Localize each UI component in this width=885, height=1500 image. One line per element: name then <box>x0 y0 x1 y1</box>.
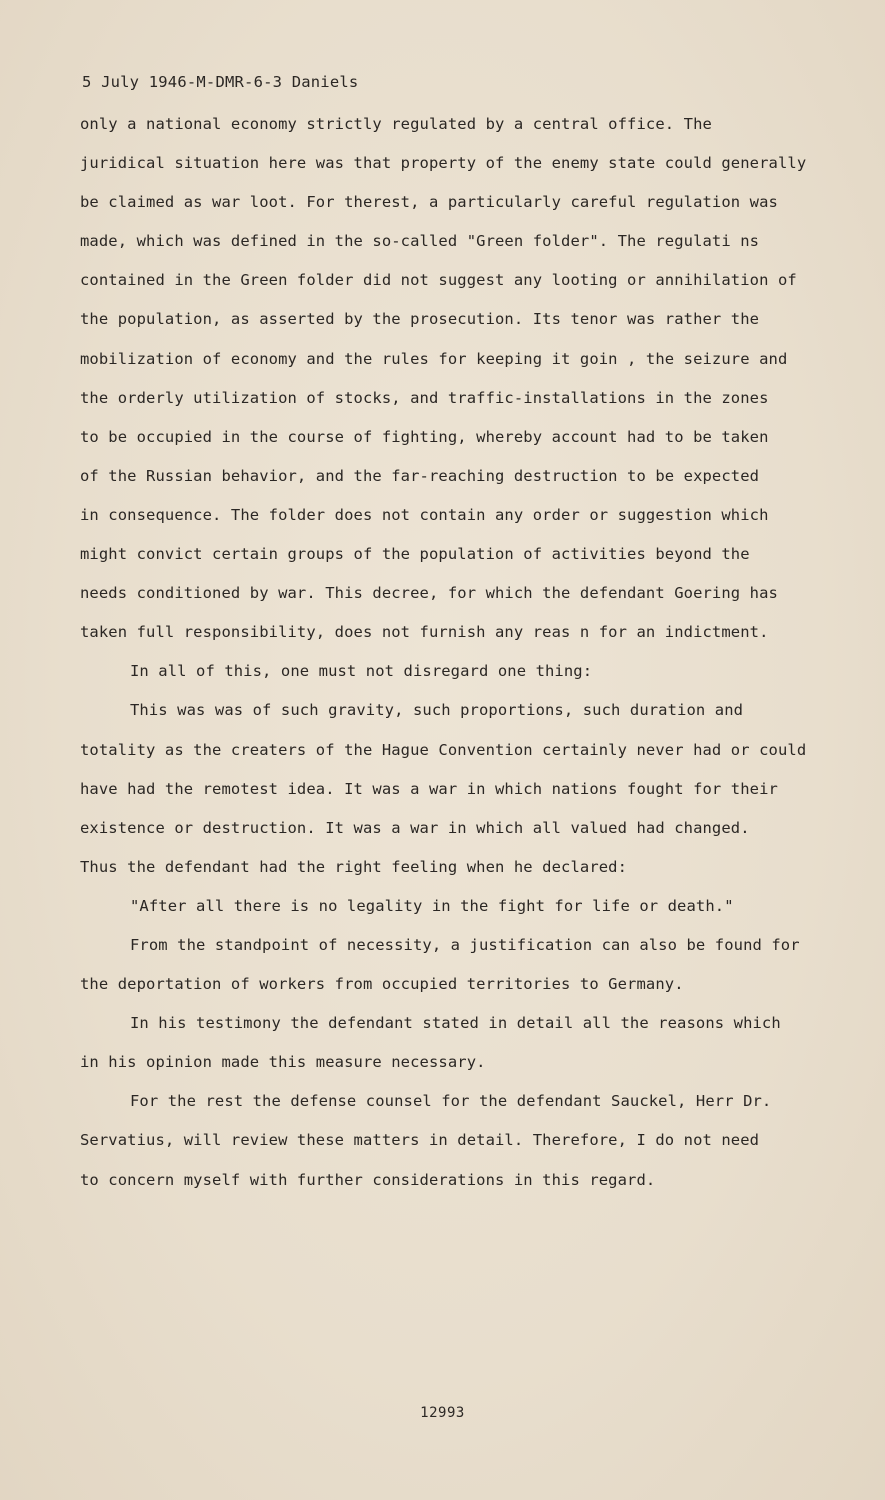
text-line: to concern myself with further considerations in this regard. <box>80 1170 656 1189</box>
text-line: contained in the Green folder did not suggest any looting or annihilation of <box>80 271 797 290</box>
text-line: the deportation of workers from occupied territories to Germany. <box>80 975 684 994</box>
text-line: From the standpoint of necessity, a justification can also be found for <box>130 935 800 954</box>
text-line: juridical situation here was that property of the enemy state could generally <box>80 154 807 173</box>
text-line: taken full responsibility, does not furnish any reas n for an indictment. <box>80 623 769 642</box>
text-line: "After all there is no legality in the fight for life or death." <box>130 896 734 915</box>
text-line: needs conditioned by war. This decree, for which the defendant Goering has <box>80 584 778 603</box>
text-line: to be occupied in the course of fighting, whereby account had to be taken <box>80 427 769 446</box>
text-line: made, which was defined in the so-called "Green folder". The regulati ns <box>80 232 760 251</box>
text-line: be claimed as war loot. For therest, a particularly careful regulation was <box>80 193 778 212</box>
text-line: in consequence. The folder does not contain any order or suggestion which <box>80 505 769 524</box>
text-line: the orderly utilization of stocks, and traffic-installations in the zones <box>80 388 769 407</box>
text-line: have had the remotest idea. It was a war in which nations fought for their <box>80 779 778 798</box>
text-line: This was was of such gravity, such proportions, such duration and <box>130 701 744 720</box>
document-header: 5 July 1946-M-DMR-6-3 Daniels <box>82 73 359 91</box>
text-line: For the rest the defense counsel for the defendant Sauckel, Herr Dr. <box>130 1092 772 1111</box>
text-line: existence or destruction. It was a war in which all valued had changed. <box>80 818 750 837</box>
text-line: totality as the creaters of the Hague Convention certainly never had or could <box>80 740 807 759</box>
text-line: In his testimony the defendant stated in detail all the reasons which <box>130 1014 781 1033</box>
text-line: Servatius, will review these matters in detail. Therefore, I do not need <box>80 1131 760 1150</box>
text-line: Thus the defendant had the right feeling when he declared: <box>80 857 628 876</box>
text-line: might convict certain groups of the population of activities beyond the <box>80 545 750 564</box>
text-line: in his opinion made this measure necessary. <box>80 1053 486 1072</box>
text-line: In all of this, one must not disregard one thing: <box>130 662 593 681</box>
page-number: 12993 <box>420 1405 465 1421</box>
text-line: only a national economy strictly regulated by a central office. The <box>80 115 712 133</box>
document-body <box>80 111 840 1206</box>
text-line: the population, as asserted by the prosecution. Its tenor was rather the <box>80 310 760 329</box>
text-line: mobilization of economy and the rules for keeping it goin , the seizure and <box>80 349 788 368</box>
text-line: of the Russian behavior, and the far-reaching destruction to be expected <box>80 466 760 485</box>
